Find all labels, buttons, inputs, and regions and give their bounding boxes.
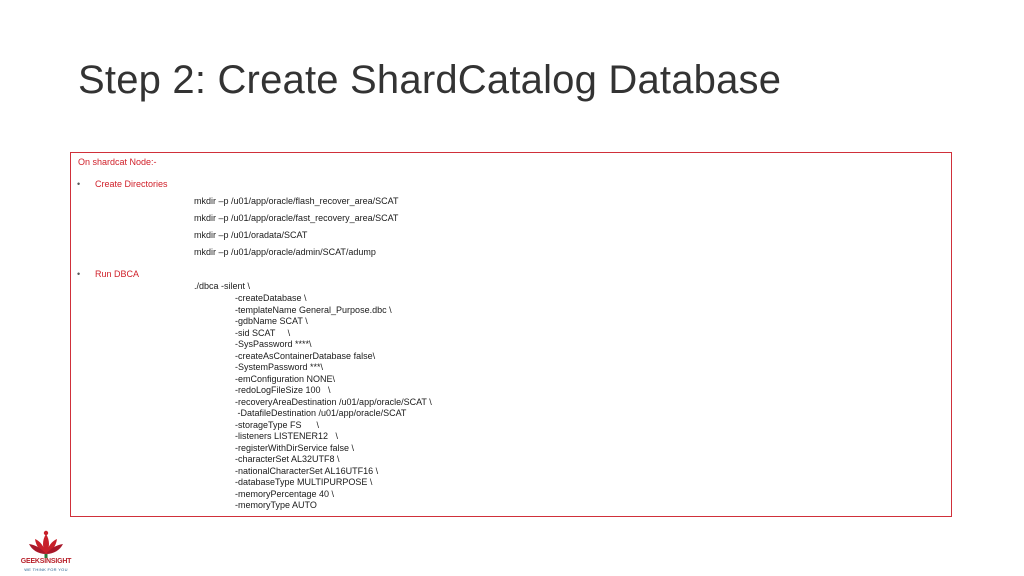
lotus-icon <box>28 530 64 558</box>
dbca-param: -redoLogFileSize 100 \ <box>235 385 331 395</box>
geeksinsight-logo <box>10 530 82 574</box>
dbca-param: -nationalCharacterSet AL16UTF16 \ <box>235 465 379 476</box>
dbca-param: -createAsContainerDatabase false\ <box>235 350 376 361</box>
command-line: mkdir –p /u01/app/oracle/fast_recovery_area/SCAT <box>194 213 399 223</box>
mkdir-command-list <box>194 196 398 264</box>
command-line: mkdir –p /u01/app/oracle/flash_recover_area/SCAT <box>194 196 399 206</box>
dbca-param: -DatafileDestination /u01/app/oracle/SCAT <box>235 408 407 418</box>
dbca-parameter-list <box>235 293 432 512</box>
dbca-param: -createDatabase \ <box>235 293 307 303</box>
bullet-create-directories <box>77 179 168 189</box>
section-label-create-directories: Create Directories <box>95 179 168 189</box>
dbca-param: -recoveryAreaDestination /u01/app/oracle/SCAT \ <box>235 396 432 407</box>
command-line: mkdir –p /u01/oradata/SCAT <box>194 230 308 240</box>
dbca-param: -sid SCAT \ <box>235 327 291 338</box>
dbca-param: -SysPassword ****\ <box>235 339 312 349</box>
command-line: mkdir –p /u01/app/oracle/admin/SCAT/adump <box>194 247 376 257</box>
dbca-param: -characterSet AL32UTF8 \ <box>235 454 340 464</box>
dbca-param: -storageType FS \ <box>235 419 320 430</box>
dbca-param: -SystemPassword ***\ <box>235 362 324 372</box>
dbca-param: -templateName General_Purpose.dbc \ <box>235 304 392 315</box>
dbca-param: -memoryType AUTO <box>235 500 317 510</box>
dbca-param: -memoryPercentage 40 \ <box>235 488 335 499</box>
dbca-command: ./dbca -silent \ <box>194 281 251 291</box>
bullet-dot: • <box>77 179 81 189</box>
logo-name: GEEKSINSIGHT <box>20 558 72 565</box>
dbca-param: -gdbName SCAT \ <box>235 316 308 326</box>
dbca-param: -listeners LISTENER12 \ <box>235 431 339 441</box>
node-label: On shardcat Node:- <box>78 157 157 167</box>
bullet-dot: • <box>77 269 81 279</box>
dbca-param: -registerWithDirService false \ <box>235 442 355 453</box>
section-label-run-dbca: Run DBCA <box>95 269 140 279</box>
content-box <box>70 152 952 517</box>
bullet-run-dbca <box>77 269 139 279</box>
logo-tagline: WE THINK FOR YOU <box>24 567 68 572</box>
dbca-param: -databaseType MULTIPURPOSE \ <box>235 477 373 487</box>
slide-title: Step 2: Create ShardCatalog Database <box>78 58 782 102</box>
dbca-param: -emConfiguration NONE\ <box>235 373 336 384</box>
